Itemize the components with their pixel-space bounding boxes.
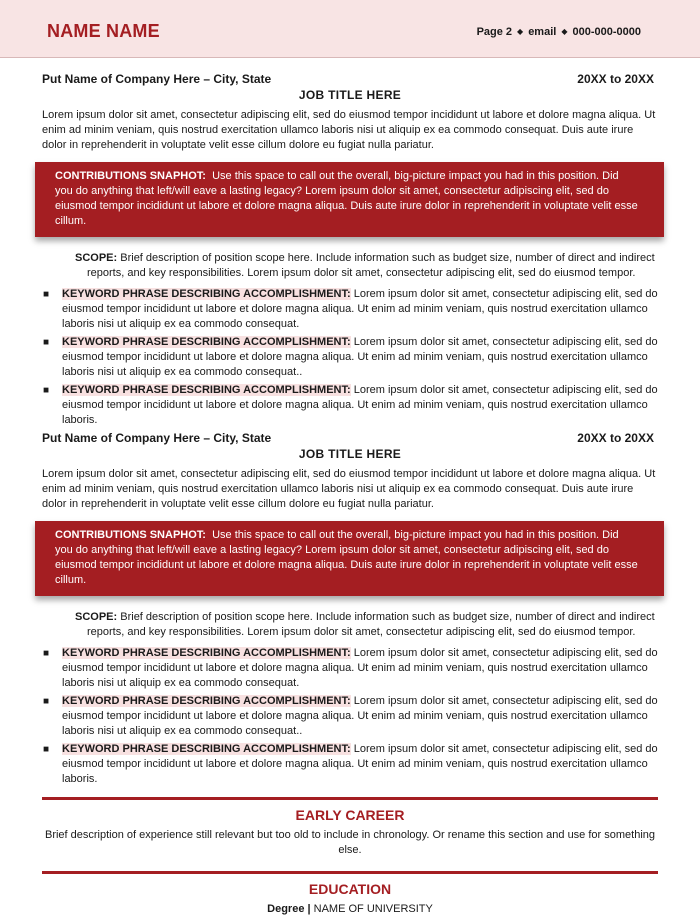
contributions-snapshot: [35, 162, 664, 237]
scope-paragraph: [42, 251, 658, 281]
list-item: [42, 694, 658, 739]
list-item: [42, 646, 658, 691]
education-section: [42, 871, 658, 917]
job-description: Lorem ipsum dolor sit amet, consectetur adipiscing elit, sed do eiusmod tempor incididunt ut labore et dolore magna aliqua. Ut enim ad minim veniam, quis nostrud exercitation ullamco laboris nisi ut aliquip ex ea commodo consequat. Duis aute irure dolor in reprehenderit in voluptate velit esse cillum dolore eu fugiat nulla pariatur.: [42, 468, 656, 510]
snapshot-label: CONTRIBUTIONS SNAPHOT:: [55, 529, 206, 541]
bullet-text: Lorem ipsum dolor sit amet, consectetur adipiscing elit, sed do eiusmod tempor incididunt ut labore et dolore magna aliqua. Ut enim ad minim veniam, quis nostrud exercitation ullamco laboris nisi ut aliquip ex ea commodo consequat..: [62, 336, 658, 378]
bullet-text: Lorem ipsum dolor sit amet, consectetur adipiscing elit, sed do eiusmod tempor incididunt ut labore et dolore magna aliqua. Ut enim ad minim veniam, quis nostrud exercitation ullamco laboris.: [62, 384, 658, 426]
list-item: [42, 383, 658, 428]
accomplishment-list: [42, 287, 658, 428]
early-career-section: [42, 797, 658, 858]
early-career-heading: EARLY CAREER: [295, 807, 405, 823]
page-number: Page 2: [476, 26, 513, 38]
job-dates: 20XX to 20XX: [577, 431, 654, 445]
accomplishment-list: [42, 646, 658, 787]
bullet-text: Lorem ipsum dolor sit amet, consectetur adipiscing elit, sed do eiusmod tempor incididunt ut labore et dolore magna aliqua. Ut enim ad minim veniam, quis nostrud exercitation ullamco laboris.: [62, 743, 658, 785]
job-dates: 20XX to 20XX: [577, 72, 654, 86]
job-entry: [42, 431, 658, 787]
scope-text-line2: reports, and key responsibilities. Lorem ipsum dolor sit amet, consectetur adipiscing elit, sed do eiusmod tempor.: [87, 267, 636, 279]
contributions-snapshot: [35, 521, 664, 596]
keyword-phrase: KEYWORD PHRASE DESCRIBING ACCOMPLISHMENT:: [62, 695, 351, 707]
snapshot-label: CONTRIBUTIONS SNAPHOT:: [55, 170, 206, 182]
square-bullet-icon: ■: [43, 385, 50, 396]
job-title: JOB TITLE HERE: [298, 88, 402, 102]
job-entry: [42, 72, 658, 428]
keyword-phrase: KEYWORD PHRASE DESCRIBING ACCOMPLISHMENT:: [62, 647, 351, 659]
degree: Degree: [267, 903, 305, 915]
job-description: Lorem ipsum dolor sit amet, consectetur adipiscing elit, sed do eiusmod tempor incididunt ut labore et dolore magna aliqua. Ut enim ad minim veniam, quis nostrud exercitation ullamco laboris nisi ut aliquip ex ea commodo consequat. Duis aute irure dolor in reprehenderit in voluptate velit esse cillum dolore eu fugiat nulla pariatur.: [42, 109, 656, 151]
diamond-separator-icon: ◆: [517, 27, 524, 36]
square-bullet-icon: ■: [43, 744, 50, 755]
job-title: JOB TITLE HERE: [298, 447, 402, 461]
scope-label: SCOPE:: [75, 611, 118, 623]
education-divider: |: [307, 903, 311, 915]
header-phone: 000-000-0000: [572, 26, 641, 38]
diamond-separator-icon: ◆: [561, 27, 568, 36]
bullet-text: Lorem ipsum dolor sit amet, consectetur adipiscing elit, sed do eiusmod tempor incididunt ut labore et dolore magna aliqua. Ut enim ad minim veniam, quis nostrud exercitation ullamco laboris nisi ut aliquip ex ea commodo consequat..: [62, 695, 658, 737]
job-header: [42, 431, 658, 446]
resume-body: [42, 72, 658, 917]
scope-paragraph: [42, 610, 658, 640]
square-bullet-icon: ■: [43, 696, 50, 707]
header-email: email: [528, 26, 557, 38]
snapshot-text: Use this space to call out the overall, big-picture impact you had in this position. Did you do anything that left/will eave a lasting legacy? Lorem ipsum dolor sit amet, consectetur adipiscing elit, sed do eiusmod tempor incididunt ut labore et dolore magna aliqua. Duis aute irure dolor in reprehenderit in voluptate velit esse cillum.: [55, 529, 638, 586]
scope-text-line2: reports, and key responsibilities. Lorem ipsum dolor sit amet, consectetur adipiscing elit, sed do eiusmod tempor.: [87, 626, 636, 638]
scope-label: SCOPE:: [75, 252, 118, 264]
square-bullet-icon: ■: [43, 337, 50, 348]
company-name: Put Name of Company Here – City, State: [42, 72, 272, 86]
keyword-phrase: KEYWORD PHRASE DESCRIBING ACCOMPLISHMENT:: [62, 743, 351, 755]
section-divider: [42, 797, 658, 800]
bullet-text: Lorem ipsum dolor sit amet, consectetur adipiscing elit, sed do eiusmod tempor incididunt ut labore et dolore magna aliqua. Ut enim ad minim veniam, quis nostrud exercitation ullamco laboris nisi ut aliquip ex ea commodo consequat.: [62, 647, 658, 689]
keyword-phrase: KEYWORD PHRASE DESCRIBING ACCOMPLISHMENT:: [62, 336, 351, 348]
scope-text-line1: Brief description of position scope here. Include information such as budget size, number of direct and indirect: [120, 611, 655, 623]
list-item: [42, 742, 658, 787]
header-contact: [477, 25, 641, 40]
list-item: [42, 287, 658, 332]
square-bullet-icon: ■: [43, 289, 50, 300]
university-name: NAME OF UNIVERSITY: [313, 903, 433, 915]
job-header: [42, 72, 658, 87]
early-career-text: Brief description of experience still relevant but too old to include in chronology. Or rename this section and use for something else.: [44, 829, 656, 856]
candidate-name: NAME NAME: [47, 21, 160, 41]
scope-text-line1: Brief description of position scope here. Include information such as budget size, number of direct and indirect: [120, 252, 655, 264]
company-name: Put Name of Company Here – City, State: [42, 431, 272, 445]
snapshot-text: Use this space to call out the overall, big-picture impact you had in this position. Did you do anything that left/will eave a lasting legacy? Lorem ipsum dolor sit amet, consectetur adipiscing elit, sed do eiusmod tempor incididunt ut labore et dolore magna aliqua. Duis aute irure dolor in reprehenderit in voluptate velit esse cillum.: [55, 170, 638, 227]
bullet-text: Lorem ipsum dolor sit amet, consectetur adipiscing elit, sed do eiusmod tempor incididunt ut labore et dolore magna aliqua. Ut enim ad minim veniam, quis nostrud exercitation ullamco laboris nisi ut aliquip ex ea commodo consequat.: [62, 288, 658, 330]
square-bullet-icon: ■: [43, 648, 50, 659]
keyword-phrase: KEYWORD PHRASE DESCRIBING ACCOMPLISHMENT:: [62, 384, 351, 396]
education-line: [42, 902, 658, 917]
section-divider: [42, 871, 658, 874]
header-band: [0, 0, 700, 58]
keyword-phrase: KEYWORD PHRASE DESCRIBING ACCOMPLISHMENT:: [62, 288, 351, 300]
education-heading: EDUCATION: [308, 881, 392, 897]
list-item: [42, 335, 658, 380]
